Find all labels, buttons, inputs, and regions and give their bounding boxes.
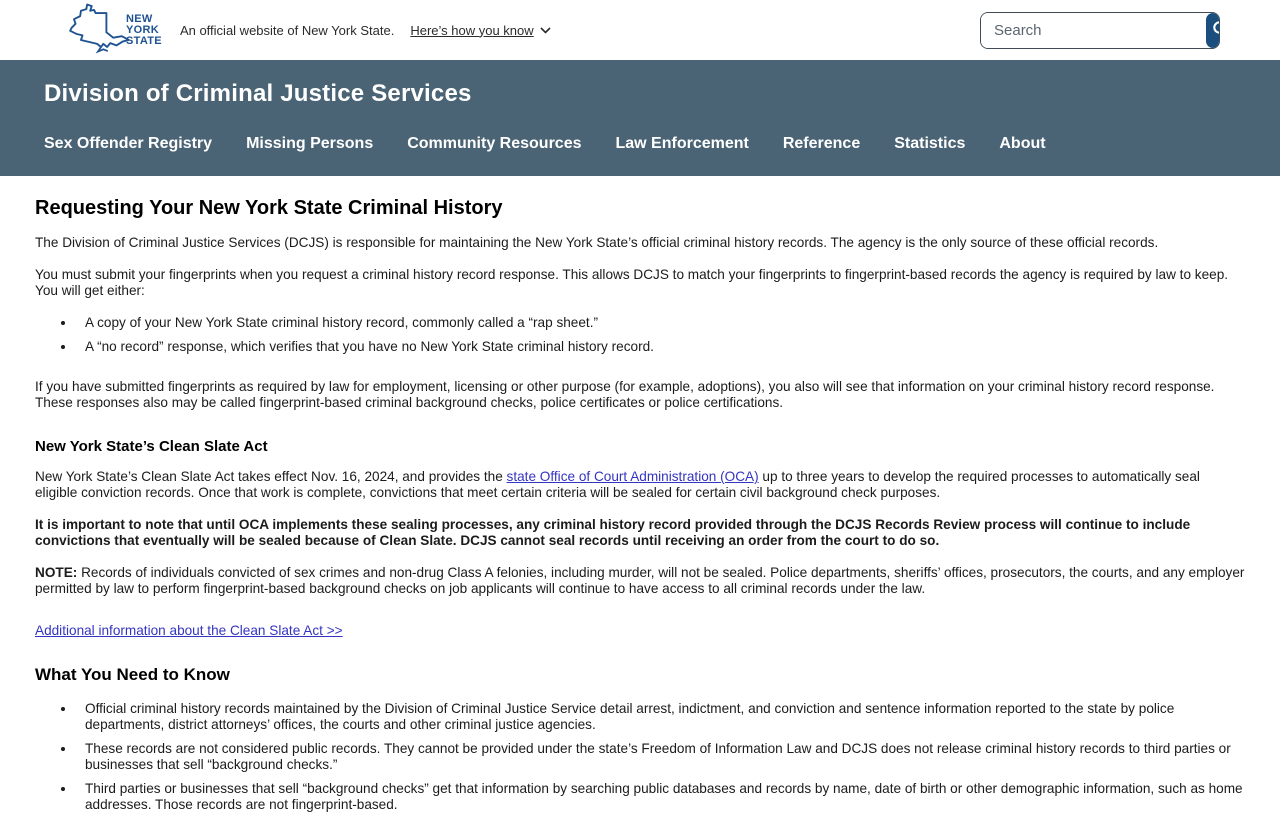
clean-slate-paragraph: [35, 469, 1245, 501]
fingerprint-requirement-text: You must submit your fingerprints when you request a criminal history record response. This allows DCJS to match your fingerprints to fingerprint-based records the agency is required by law to keep.: [35, 267, 1229, 282]
logo-line: YORK: [126, 23, 159, 36]
heres-how-you-know-link[interactable]: [410, 23, 550, 38]
heres-how-you-know-label: Here’s how you know: [410, 22, 534, 38]
need-to-know-list: [35, 701, 1245, 813]
official-site-text: An official website of New York State.: [179, 22, 395, 38]
search-input[interactable]: [981, 13, 1206, 48]
logo-line: NEW: [126, 12, 153, 25]
search-bar: [980, 12, 1220, 49]
nav-community-resources[interactable]: Community Resources: [407, 135, 582, 152]
nav-statistics[interactable]: Statistics: [894, 135, 966, 152]
list-item: • A “no record” response, which verifies that you have no New York State criminal history record.: [76, 339, 1245, 355]
need-to-know-heading: What You Need to Know: [35, 665, 230, 684]
important-note-paragraph: It is important to note that until OCA implements these sealing processes, any criminal history record provided through the DCJS Records Review process will continue to include convictions that eventually will be sealed because of Clean Slate. DCJS cannot seal records until receiving an order from the court to do so.: [35, 517, 1191, 548]
page-title: Requesting Your New York State Criminal History: [35, 197, 503, 219]
list-item: • Third parties or businesses that sell “background checks” get that information by searching public databases and records by name, date of birth or other demographic information, such as home addresses. Those records are not fingerprint-based.: [76, 781, 1245, 813]
main-nav: [44, 135, 1236, 153]
nys-global-banner: [0, 0, 1280, 60]
submitted-fingerprints-paragraph: If you have submitted fingerprints as required by law for employment, licensing or other purpose (for example, adoptions), you also will see that information on your criminal history record response. These responses also may be called fingerprint-based criminal background checks, police certificates or police certifications.: [35, 379, 1215, 410]
search-icon: [1212, 20, 1220, 41]
you-will-get-either-text: You will get either:: [35, 283, 145, 298]
site-title[interactable]: Division of Criminal Justice Services: [44, 80, 472, 107]
additional-info-paragraph: [35, 623, 1245, 639]
nav-reference[interactable]: Reference: [782, 135, 861, 152]
fingerprint-requirement-paragraph: [35, 267, 1245, 299]
note-paragraph: [35, 565, 1245, 597]
clean-slate-text-after: up to three years to develop the required processes to automatically seal eligible conviction records. Once that work is complete, convictions that meet certain criteria will be sealed for certain civil background check purposes.: [35, 469, 1200, 500]
nys-logo-text: [126, 14, 162, 47]
nav-about[interactable]: About: [999, 135, 1046, 152]
list-item: • These records are not considered public records. They cannot be provided under the state’s Freedom of Information Law and DCJS does not release criminal history records to third parties or businesses that sell “background checks.”: [76, 741, 1245, 773]
oca-link[interactable]: state Office of Court Administration (OCA): [506, 469, 759, 484]
clean-slate-additional-link[interactable]: Additional information about the Clean Slate Act >>: [35, 623, 343, 638]
clean-slate-heading: New York State’s Clean Slate Act: [35, 438, 268, 455]
nav-law-enforcement[interactable]: Law Enforcement: [615, 135, 749, 152]
search-button[interactable]: [1206, 13, 1220, 48]
list-item: • A copy of your New York State criminal history record, commonly called a “rap sheet.”: [76, 315, 1245, 331]
list-item: • Official criminal history records maintained by the Division of Criminal Justice Service detail arrest, indictment, and conviction and sentence information reported to the state by police departments, district attorneys’ offices, the courts and other criminal justice agencies.: [76, 701, 1245, 733]
main-content: [0, 197, 1280, 813]
nav-sex-offender-registry[interactable]: Sex Offender Registry: [44, 135, 213, 152]
clean-slate-text-before: New York State’s Clean Slate Act takes effect Nov. 16, 2024, and provides the: [35, 469, 507, 484]
note-label: NOTE:: [35, 565, 78, 580]
record-response-list: [35, 315, 1245, 355]
intro-paragraph: The Division of Criminal Justice Services (DCJS) is responsible for maintaining the New York State’s official criminal history records. The agency is the only source of these official records.: [35, 235, 1159, 250]
site-header: [0, 60, 1280, 176]
chevron-down-icon: [540, 27, 551, 34]
note-text: Records of individuals convicted of sex crimes and non-drug Class A felonies, including murder, will not be sealed. Police departments, sheriffs’ offices, prosecutors, the courts, and any employer permitted by law to perform fingerprint-based background checks on job applicants will continue to have access to all criminal records under the law.: [35, 565, 1245, 596]
nav-missing-persons[interactable]: Missing Persons: [246, 135, 374, 152]
logo-line: STATE: [126, 34, 162, 47]
nys-logo[interactable]: [62, 3, 162, 57]
